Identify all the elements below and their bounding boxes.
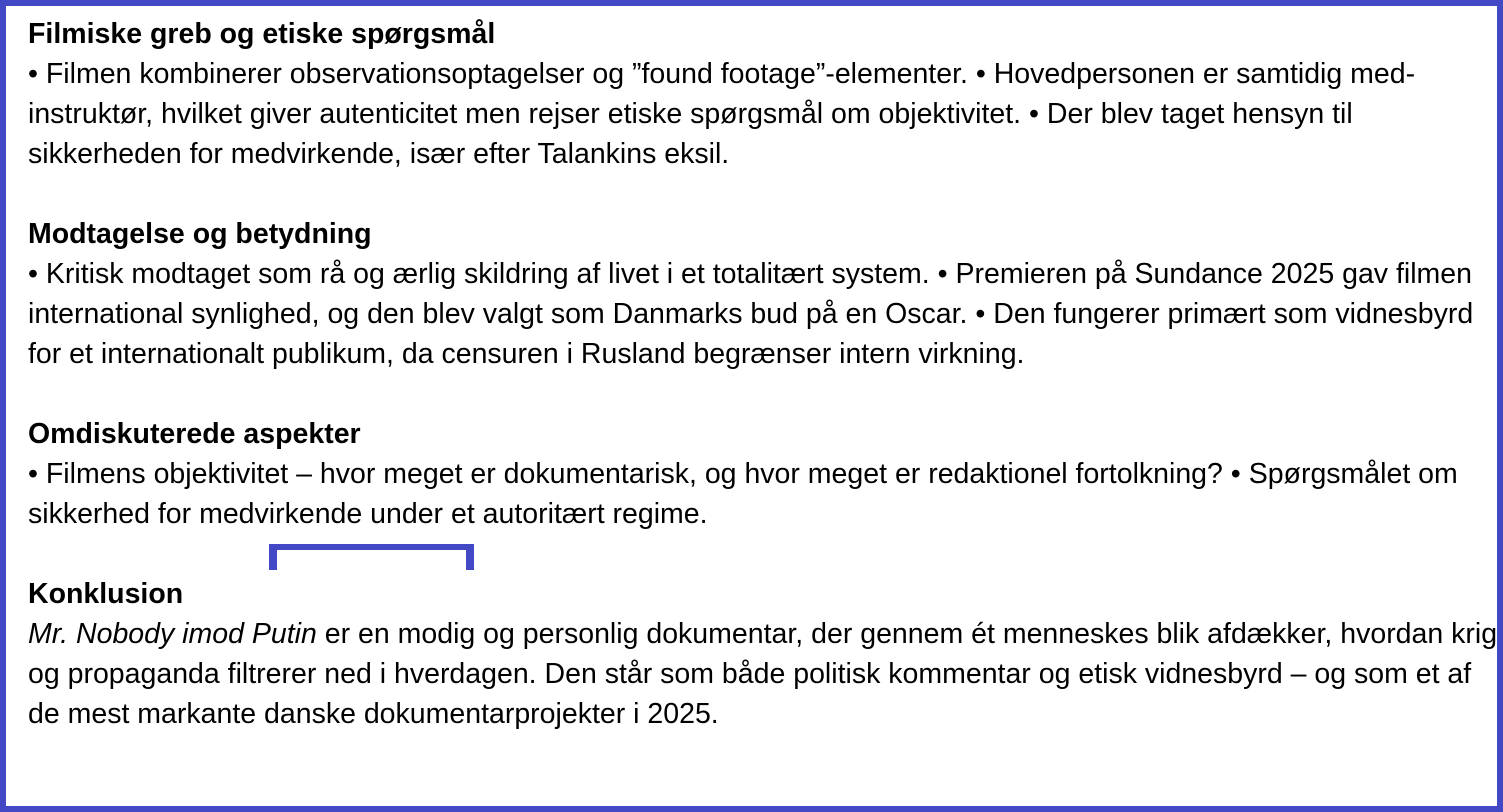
section-heading: Filmiske greb og etiske spørgsmål bbox=[28, 18, 496, 50]
section-modtagelse bbox=[28, 214, 1498, 374]
section-body bbox=[28, 614, 1498, 734]
section-body: • Filmen kombinerer observationsoptagelser og ”found footage”-elementer. • Hovedpersonen er samtidig med-instruktør, hvilket giver autenticitet men rejser etiske spørgsmål om objektivitet. • Der blev taget hensyn til sikkerheden for medvirkende, især efter Talankins eksil. bbox=[28, 58, 1416, 170]
body-text-after-selection: medvirkende under et autoritært regime. bbox=[191, 498, 708, 530]
section-heading: Omdiskuterede aspekter bbox=[28, 418, 361, 450]
conclusion-text: er en modig og personlig dokumentar, der gennem ét menneskes blik afdækker, hvordan krig og propaganda filtrerer ned i hverdagen. Den står som både politisk kommentar og etisk vidnesbyrd – og som et af de mest markante danske dokumentarprojekter i 2025. bbox=[28, 618, 1498, 730]
section-konklusion bbox=[28, 574, 1498, 734]
section-omdiskuterede bbox=[28, 414, 1498, 534]
text-selection-cursor[interactable] bbox=[269, 544, 474, 570]
section-filmiske-greb bbox=[28, 14, 1498, 174]
document-content bbox=[28, 14, 1498, 734]
body-text-before-selection: • Filmens objektivitet – hvor meget er dokumentarisk, og hvor meget er redaktionel fortolkning? • Spørgsmålet om bbox=[28, 458, 1458, 490]
section-heading: Konklusion bbox=[28, 578, 184, 610]
section-heading: Modtagelse og betydning bbox=[28, 218, 372, 250]
section-body bbox=[28, 454, 1498, 534]
film-title: Mr. Nobody imod Putin bbox=[28, 618, 317, 650]
selected-text[interactable]: sikkerhed for bbox=[28, 498, 192, 530]
section-body: • Kritisk modtaget som rå og ærlig skildring af livet i et totalitært system. • Premieren på Sundance 2025 gav filmen international synlighed, og den blev valgt som Danmarks bud på en Oscar. • Den fungerer primært som vidnesbyrd for et internationalt publikum, da censuren i Rusland begrænser intern virkning. bbox=[28, 258, 1474, 370]
